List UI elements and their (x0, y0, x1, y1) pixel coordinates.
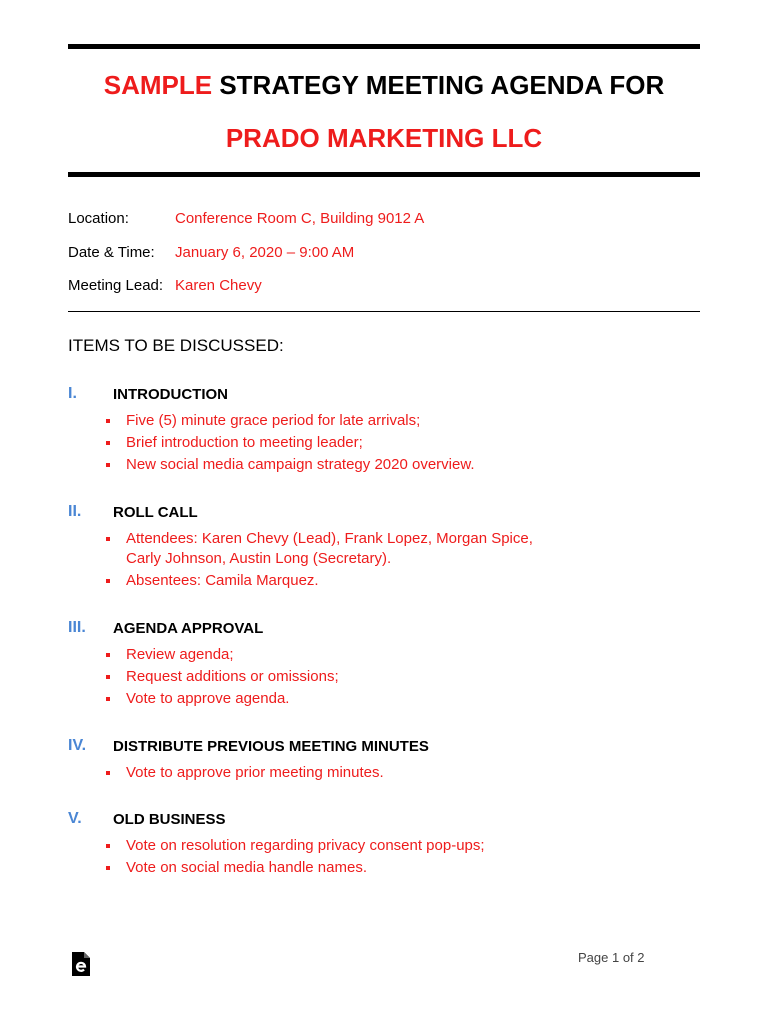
bullet-text: Attendees: Karen Chevy (Lead), Frank Lopez, Morgan Spice, Carly Johnson, Austin Long (Secretary). (126, 530, 533, 567)
bullet-item (106, 836, 485, 856)
section-numeral: III. (68, 619, 86, 636)
bullet-item (106, 433, 475, 453)
bullet-item (106, 455, 475, 475)
bullet-text: Vote on resolution regarding privacy consent pop-ups; (126, 837, 485, 854)
document-e-icon (72, 952, 90, 976)
meta-label: Meeting Lead: (68, 277, 164, 294)
section-numeral: IV. (68, 737, 87, 754)
bullet-text: Five (5) minute grace period for late arrivals; (126, 412, 421, 429)
items-heading: ITEMS TO BE DISCUSSED: (68, 336, 284, 355)
bullet-icon (106, 441, 110, 445)
bullet-text: Vote to approve agenda. (126, 690, 290, 707)
bullet-list (106, 645, 339, 711)
title-rest: STRATEGY MEETING AGENDA FOR (212, 70, 665, 100)
bullet-item (106, 689, 339, 709)
bullet-text: Brief introduction to meeting leader; (126, 434, 363, 451)
bullet-item (106, 645, 339, 665)
bullet-icon (106, 653, 110, 657)
section-title: AGENDA APPROVAL (113, 620, 264, 637)
section-numeral: V. (68, 810, 82, 827)
meta-value: Conference Room C, Building 9012 A (175, 210, 425, 227)
bullet-icon (106, 866, 110, 870)
bullet-icon (106, 537, 110, 541)
bullet-item (106, 411, 475, 431)
divider (68, 311, 700, 312)
section-numeral: I. (68, 385, 77, 402)
section-title: OLD BUSINESS (113, 811, 226, 828)
meta-value: January 6, 2020 – 9:00 AM (175, 244, 355, 261)
meta-label: Date & Time: (68, 244, 155, 261)
bullet-icon (106, 463, 110, 467)
bullet-item (106, 529, 536, 569)
bullet-icon (106, 675, 110, 679)
bullet-text: Request additions or omissions; (126, 668, 339, 685)
bullet-list (106, 529, 536, 593)
page-number: Page 1 of 2 (578, 950, 645, 965)
bullet-list (106, 411, 475, 477)
bullet-text: New social media campaign strategy 2020 overview. (126, 456, 475, 473)
section-title: INTRODUCTION (113, 386, 228, 403)
title-bottom-rule (68, 172, 700, 177)
bullet-list (106, 836, 485, 880)
title-highlight: SAMPLE (103, 70, 213, 100)
bullet-icon (106, 844, 110, 848)
top-rule (68, 44, 700, 49)
bullet-item (106, 571, 536, 591)
meta-value: Karen Chevy (175, 277, 262, 294)
bullet-list (106, 763, 384, 785)
bullet-text: Review agenda; (126, 646, 234, 663)
bullet-icon (106, 419, 110, 423)
bullet-icon (106, 697, 110, 701)
bullet-item (106, 858, 485, 878)
document-title-line-1 (68, 70, 700, 100)
section-title: ROLL CALL (113, 504, 198, 521)
bullet-text: Vote to approve prior meeting minutes. (126, 764, 384, 781)
bullet-text: Vote on social media handle names. (126, 859, 367, 876)
bullet-item (106, 763, 384, 783)
bullet-icon (106, 771, 110, 775)
bullet-text: Absentees: Camila Marquez. (126, 572, 319, 589)
bullet-icon (106, 579, 110, 583)
bullet-item (106, 667, 339, 687)
section-numeral: II. (68, 503, 82, 520)
document-title-line-2: PRADO MARKETING LLC (225, 123, 543, 153)
section-title: DISTRIBUTE PREVIOUS MEETING MINUTES (113, 738, 429, 755)
meta-label: Location: (68, 210, 129, 227)
